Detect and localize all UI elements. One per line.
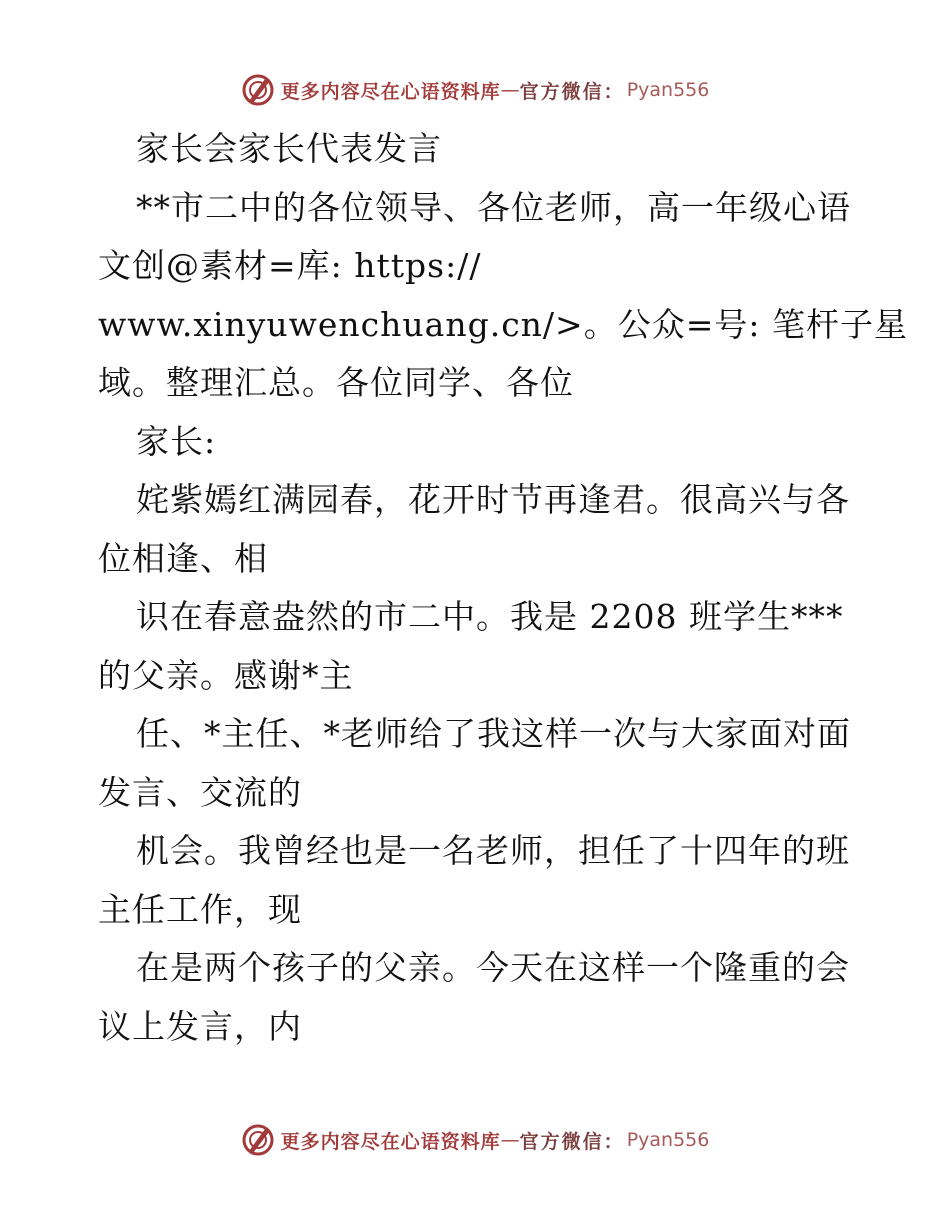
document-line: 在是两个孩子的父亲。今天在这样一个隆重的会 [136, 948, 850, 987]
pen-logo-icon [241, 73, 275, 107]
footer-watermark [0, 1120, 950, 1160]
document-line: 姹紫嫣红满园春，花开时节再逢君。很高兴与各 [136, 480, 850, 519]
document-line: 主任工作，现 [98, 889, 302, 929]
document-line: 的父亲。感谢*主 [98, 655, 354, 695]
document-line: 位相逢、相 [98, 538, 268, 578]
document-line: 识在春意盎然的市二中。我是 2208 班学生*** [136, 597, 844, 636]
watermark-official-label: 官方微信： [519, 1130, 625, 1153]
watermark-wechat-id: Pyan556 [626, 1129, 710, 1151]
document-line: **市二中的各位领导、各位老师，高一年级心语 [136, 187, 851, 227]
watermark-wechat-id: Pyan556 [626, 79, 710, 101]
watermark-dash: — [500, 79, 520, 101]
document-line: 议上发言，内 [98, 1006, 302, 1046]
document-body [98, 120, 908, 1056]
watermark-main-text: 更多内容尽在心语资料库 [280, 1130, 501, 1153]
document-line: 家长: [136, 421, 217, 461]
watermark-dash: — [500, 1129, 520, 1151]
document-line: 文创@素材=库: https:// [98, 246, 482, 285]
document-line: 家长会家长代表发言 [136, 129, 442, 168]
watermark-main-text: 更多内容尽在心语资料库 [280, 80, 501, 103]
pen-logo-icon [241, 1123, 275, 1157]
document-line: www.xinyuwenchuang.cn/>。公众=号: 笔杆子星 [98, 304, 908, 344]
watermark-official-label: 官方微信： [519, 80, 625, 103]
document-line: 任、*主任、*老师给了我这样一次与大家面对面 [136, 714, 851, 753]
document-line: 域。整理汇总。各位同学、各位 [98, 363, 574, 402]
document-line: 机会。我曾经也是一名老师，担任了十四年的班 [136, 831, 850, 870]
document-line: 发言、交流的 [98, 772, 302, 812]
header-watermark [0, 70, 950, 110]
